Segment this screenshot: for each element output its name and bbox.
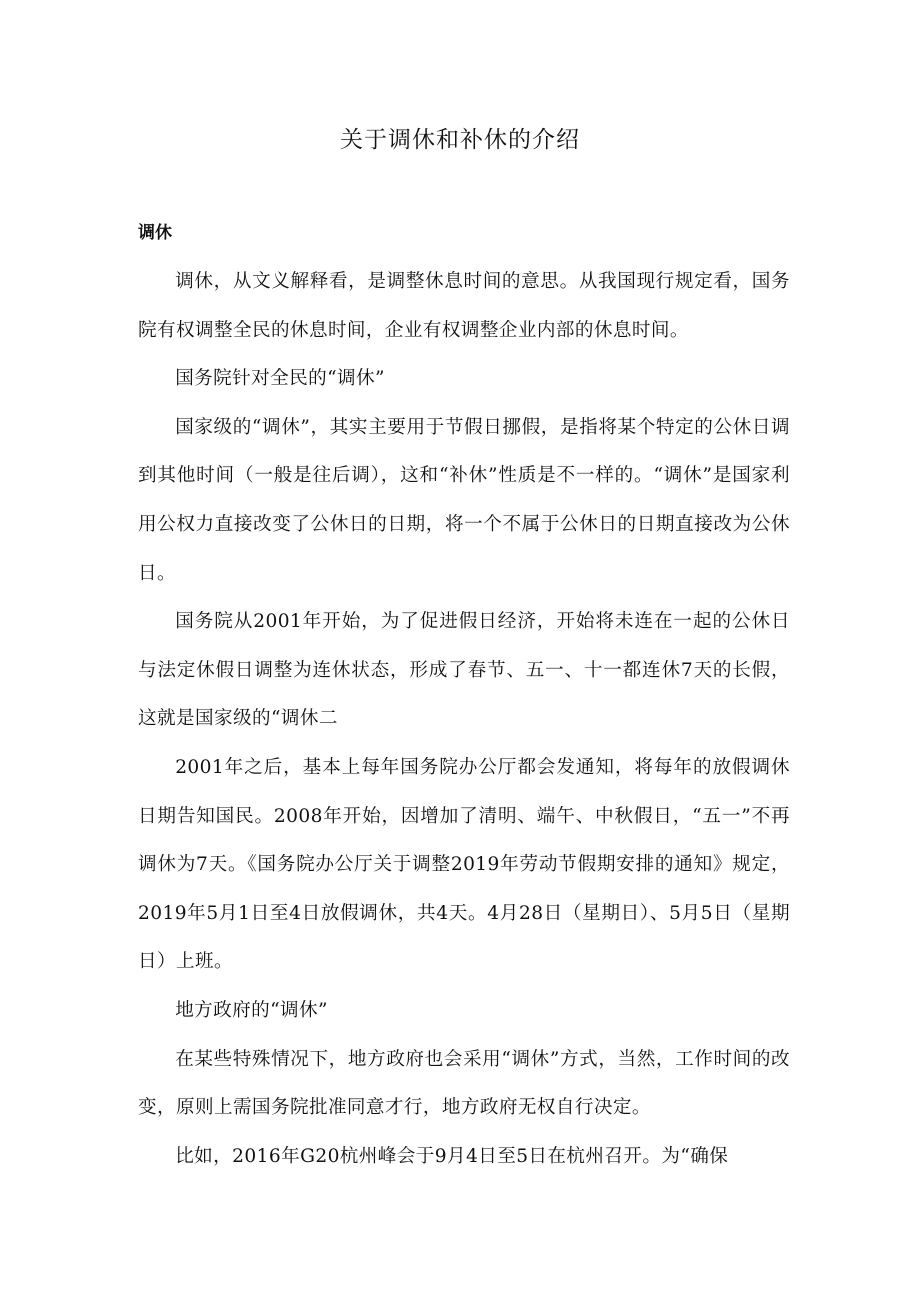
paragraph: 调休，从文义解释看，是调整休息时间的意思。从我国现行规定看，国务院有权调整全民的休息时间，企业有权调整企业内部的休息时间。 [138,271,790,341]
section-heading: 调休 [138,223,172,243]
paragraph-subheading: 国务院针对全民的“调休” [175,368,385,390]
document-title: 关于调休和补休的介绍 [340,127,580,153]
paragraph: 在某些特殊情况下，地方政府也会采用“调休”方式，当然，工作时间的改变，原则上需国务院批准同意才行，地方政府无权自行决定。 [138,1048,790,1119]
paragraph: 国务院从2001年开始，为了促进假日经济，开始将未连在一起的公休日与法定休假日调整为连休状态，形成了春节、五一、十一都连休7天的长假，这就是国家级的“调休二 [138,611,790,730]
paragraph: 国家级的“调休”，其实主要用于节假日挪假，是指将某个特定的公休日调到其他时间（一般是往后调），这和“补休”性质是不一样的。“调休”是国家利用公权力直接改变了公休日的日期，将一个不属于公休日的日期直接改为公休日。 [138,416,790,584]
paragraph: 2001年之后，基本上每年国务院办公厅都会发通知，将每年的放假调休日期告知国民。2008年开始，因增加了清明、端午、中秋假日，“五一”不再调休为7天。《国务院办公厅关于调整2019年劳动节假期安排的通知》规定，2019年5月1日至4日放假调休，共4天。4月28日（星期日）、5月5日（星期日）上班。 [138,756,790,973]
document-body [138,258,790,1181]
paragraph-subheading: 地方政府的“调休” [175,999,328,1021]
paragraph: 比如，2016年G20杭州峰会于9月4日至5日在杭州召开。为“确保 [175,1145,729,1167]
